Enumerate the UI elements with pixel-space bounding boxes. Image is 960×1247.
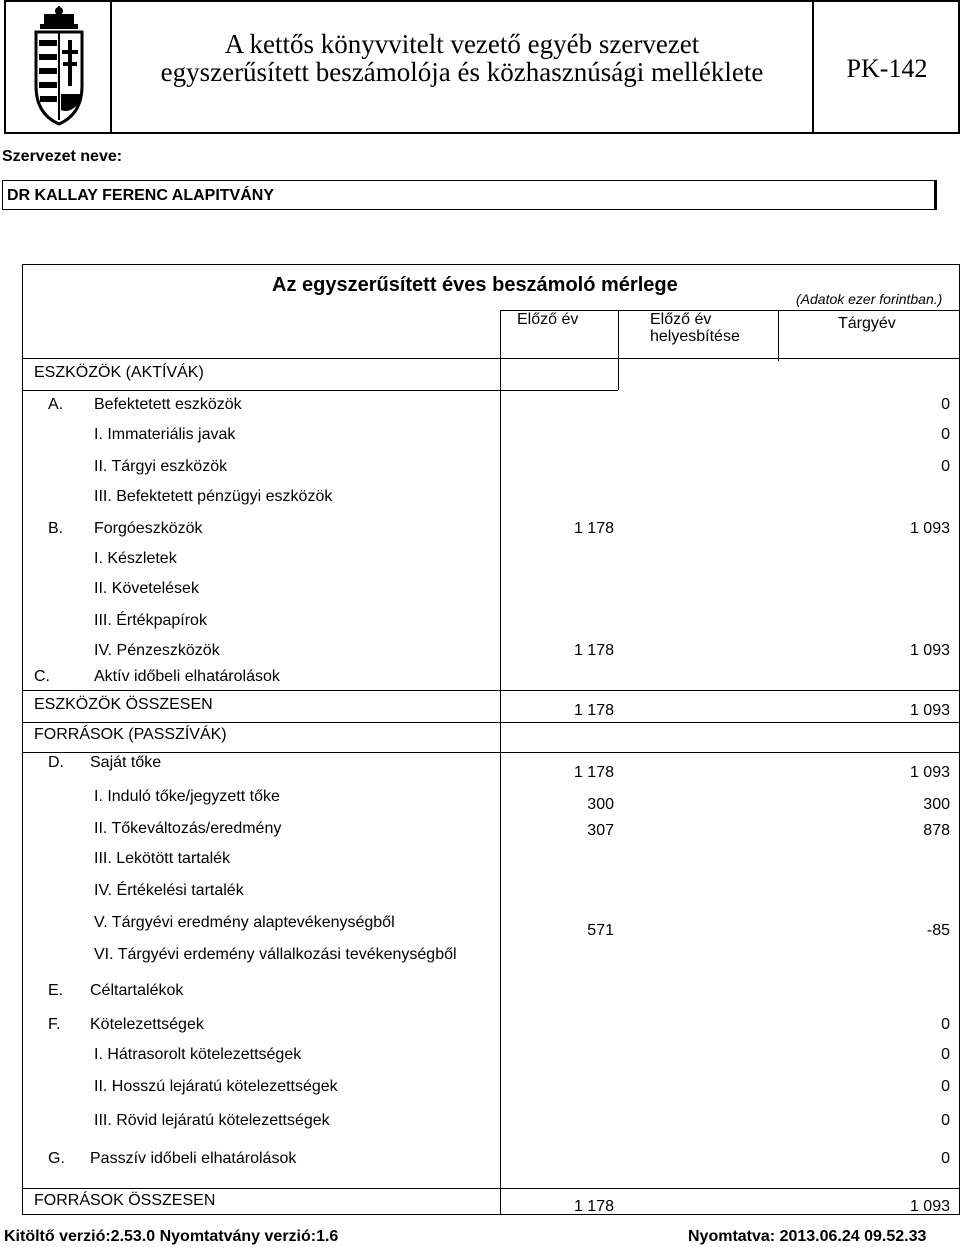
row-label: II. Hosszú lejáratú kötelezettségek [94,1078,338,1095]
row-curr-value: 878 [923,822,950,839]
row-curr-value: 0 [941,458,950,475]
org-name-value: DR KALLAY FERENC ALAPITVÁNY [7,187,274,204]
row-label: II. Tárgyi eszközök [94,458,228,475]
row-code: D. [48,754,64,771]
form-code: PK-142 [846,54,928,83]
row-label: IV. Értékelési tartalék [94,882,244,899]
row-code: B. [48,520,64,537]
row-curr-value: 0 [941,1150,950,1167]
col-header-corr-line1: Előző év [650,311,712,328]
row-label: II. Követelések [94,580,199,597]
col-header-prev: Előző év [517,311,579,328]
row-code: C. [34,668,50,685]
form-title-line1: A kettős könyvvitelt vezető egyéb szervezet [224,29,700,59]
row-prev-value: 307 [587,822,614,839]
row-label: ESZKÖZÖK (AKTÍVÁK) [34,364,204,381]
row-code: A. [48,396,64,413]
form-title-line2: egyszerűsített beszámolója és közhasznúsági melléklete [160,57,764,87]
row-curr-value: 0 [941,1078,950,1095]
row-curr-value: 1 093 [909,642,950,659]
row-label: Aktív időbeli elhatárolások [94,668,280,685]
coat-of-arms-icon [30,6,88,126]
row-label: V. Tárgyévi eredmény alaptevékenységből [94,914,395,931]
row-label: IV. Pénzeszközök [94,642,220,659]
row-curr-value: 0 [941,396,950,413]
row-label: I. Immateriális javak [94,426,236,443]
org-name-field [2,180,936,210]
form-header [4,0,960,134]
row-prev-value: 1 178 [573,642,614,659]
row-curr-value: -85 [926,922,950,939]
row-curr-value: 1 093 [909,1198,950,1215]
row-prev-value: 1 178 [573,702,614,719]
row-curr-value: 0 [941,1112,950,1129]
row-curr-value: 1 093 [909,702,950,719]
row-curr-value: 1 093 [909,520,950,537]
footer-version: Kitöltő verzió:2.53.0 Nyomtatvány verzió:1.6 [4,1228,339,1245]
row-prev-value: 571 [587,922,614,939]
row-label: II. Tőkeváltozás/eredmény [94,820,282,837]
row-curr-value: 300 [923,796,950,813]
row-label: III. Rövid lejáratú kötelezettségek [94,1112,330,1129]
row-code: F. [48,1016,61,1033]
row-curr-value: 0 [941,1016,950,1033]
row-curr-value: 1 093 [909,764,950,781]
row-code: E. [48,982,64,999]
org-name-label: Szervezet neve: [2,148,123,165]
row-label: I. Induló tőke/jegyzett tőke [94,788,280,805]
row-label: I. Hátrasorolt kötelezettségek [94,1046,302,1063]
row-prev-value: 1 178 [573,520,614,537]
row-prev-value: 1 178 [573,1198,614,1215]
unit-note: (Adatok ezer forintban.) [796,291,943,307]
row-curr-value: 0 [941,426,950,443]
col-header-corr-line2: helyesbítése [650,328,740,345]
row-label: VI. Tárgyévi erdemény vállalkozási tevékenységből [94,946,457,963]
row-code: G. [48,1150,65,1167]
col-header-curr: Tárgyév [838,315,896,332]
row-label: Befektetett eszközök [94,396,242,413]
row-prev-value: 1 178 [573,764,614,781]
row-label: Forgóeszközök [94,520,203,537]
row-label: Passzív időbeli elhatárolások [90,1150,297,1167]
row-label: III. Befektetett pénzügyi eszközök [94,488,333,505]
balance-title: Az egyszerűsített éves beszámoló mérlege [272,274,678,296]
row-label: Céltartalékok [90,982,184,999]
row-label: III. Lekötött tartalék [94,850,231,867]
row-label: Saját tőke [90,754,162,771]
row-label: FORRÁSOK ÖSSZESEN [34,1192,216,1209]
footer-print-date: Nyomtatva: 2013.06.24 09.52.33 [688,1228,927,1245]
row-curr-value: 0 [941,1046,950,1063]
row-label: III. Értékpapírok [94,612,207,629]
form-title [112,30,812,86]
row-label: I. Készletek [94,550,177,567]
row-label: FORRÁSOK (PASSZÍVÁK) [34,726,227,743]
row-label: Kötelezettségek [90,1016,204,1033]
row-label: ESZKÖZÖK ÖSSZESEN [34,696,213,713]
row-prev-value: 300 [587,796,614,813]
